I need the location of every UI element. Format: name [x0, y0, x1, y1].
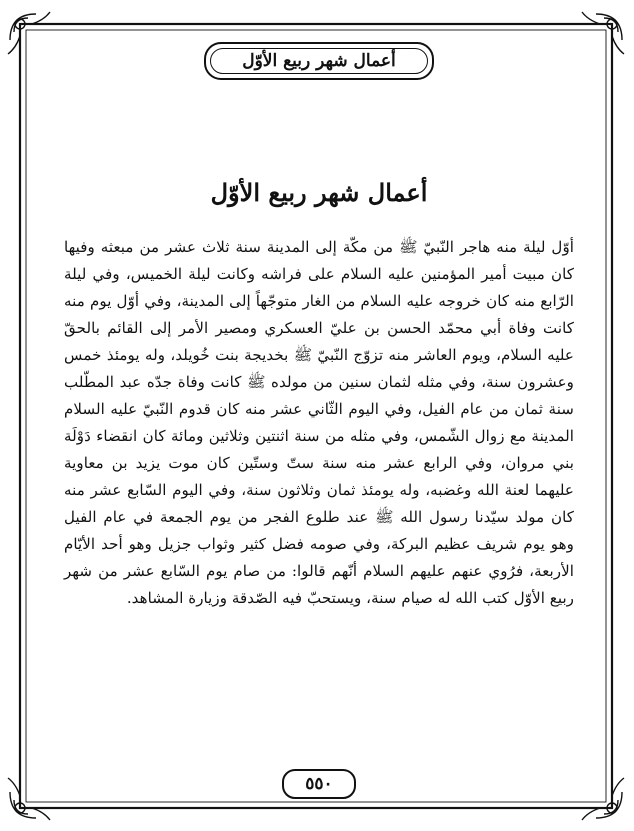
corner-ornament-bottom-right [582, 778, 624, 820]
page-number: ٥٥٠ [305, 774, 333, 794]
corner-ornament-top-right [582, 12, 624, 54]
corner-ornament-bottom-left [8, 778, 50, 820]
page-number-plate [282, 769, 356, 799]
running-header [204, 42, 434, 80]
body-paragraph: أوّل ليلة منه هاجر النّبيّ ﷺ من مكّة إلى المدينة سنة ثلاث عشر من مبعثه وفيها كان مبيت أمير المؤمنين عليه السلام على فراشه وكانت ليلة الخميس، وفي ليلة الرّابع منه كان خروجه عليه السلام من الغار متوجّهاً إلى المدينة، وفي أوّل يوم منه كانت وفاة أبي محمّد الحسن بن عليّ العسكري ومصير الأمر إلى القائم بالحقّ عليه السلام، ويوم العاشر منه تزوّج النّبيّ ﷺ بخديجة بنت خُويلد، وله يومئذ خمس وعشرون سنة، وفي مثله لثمان سنين من مولده ﷺ كانت وفاة جدّه عبد المطّلب سنة ثمان من عام الفيل، وفي اليوم الثّاني عشر منه كان قدوم النّبيّ عليه السلام المدينة مع زوال الشّمس، وفي مثله من سنة اثنتين وثلاثين ومائة كان انقضاء دَوْلَة بني مروان، وفي الرابع عشر منه سنة ستّ وستّين كان موت يزيد بن معاوية عليهما لعنة الله وغضبه، وله يومئذ ثمان وثلاثون سنة، وفي اليوم السّابع عشر منه كان مولد سيّدنا رسول الله ﷺ عند طلوع الفجر من يوم الجمعة في عام الفيل وهو يوم شريف عظيم البركة، وفي صومه فضل كثير وثواب جزيل وهو أحد الأيّام الأربعة، فرُوي عنهم عليهم السلام أنّهم قالوا: من صام يوم السّابع عشر من شهر ربيع الأوّل كتب الله له صيام سنة، ويستحبّ فيه الصّدقة وزيارة المشاهد. [64, 238, 574, 607]
section-heading: أعمال شهر ربيع الأوّل [210, 178, 428, 207]
page-content [64, 176, 574, 612]
running-header-title: أعمال شهر ربيع الأوّل [242, 51, 396, 71]
corner-ornament-top-left [8, 12, 50, 54]
